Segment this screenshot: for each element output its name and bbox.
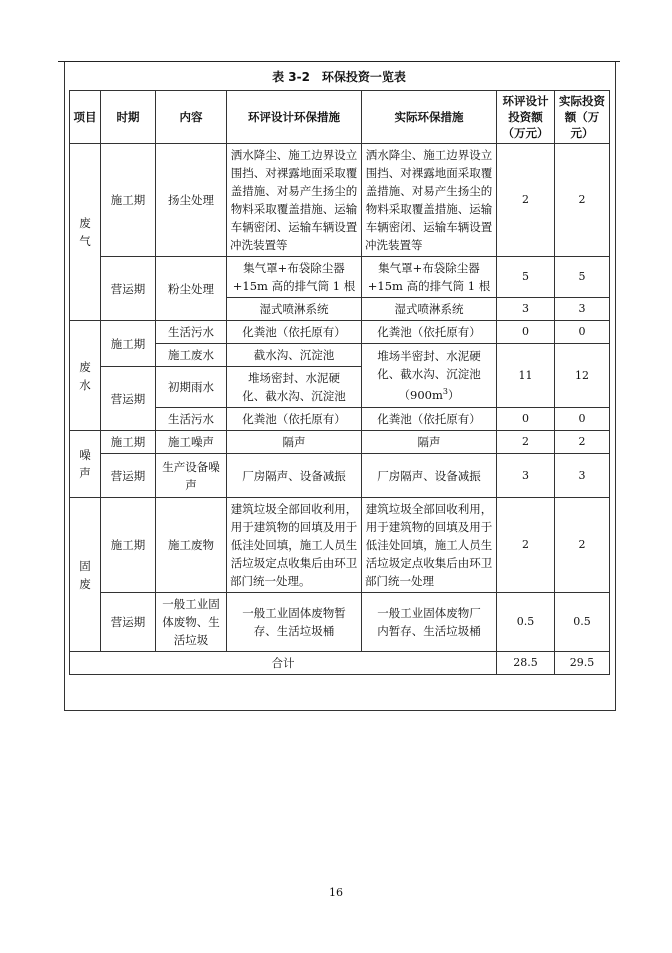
actual-measure-cell: 建筑垃圾全部回收利用，用于建筑物的回填及用于低洼处回填，施工人员生活垃圾定点收集后由环卫部门统一处理 bbox=[362, 498, 497, 593]
actual-measure-cell: 湿式喷淋系统 bbox=[362, 298, 497, 321]
actual-measure-cell: 化粪池（依托原有） bbox=[362, 321, 497, 344]
eia-invest-cell: 0 bbox=[497, 321, 555, 344]
category-gas: 废气 bbox=[70, 144, 101, 321]
table-row bbox=[70, 454, 610, 498]
total-actual-invest: 29.5 bbox=[555, 652, 610, 675]
eia-measure-cell: 截水沟、沉淀池 bbox=[227, 344, 362, 367]
actual-invest-cell: 3 bbox=[555, 454, 610, 498]
total-eia-invest: 28.5 bbox=[497, 652, 555, 675]
content-cell: 粉尘处理 bbox=[156, 257, 227, 321]
period-cell: 施工期 bbox=[101, 431, 156, 454]
eia-measure-cell: 集气罩+布袋除尘器+15m 高的排气筒 1 根 bbox=[227, 257, 362, 298]
table-row bbox=[70, 593, 610, 652]
actual-measure-cell: 隔声 bbox=[362, 431, 497, 454]
header-period: 时期 bbox=[101, 91, 156, 144]
actual-invest-cell: 12 bbox=[555, 344, 610, 408]
table-row bbox=[70, 498, 610, 593]
total-label: 合计 bbox=[70, 652, 497, 675]
category-water: 废水 bbox=[70, 321, 101, 431]
actual-measure-cell: 厂房隔声、设备减振 bbox=[362, 454, 497, 498]
eia-invest-cell: 3 bbox=[497, 298, 555, 321]
table-title: 表 3-2 环保投资一览表 bbox=[272, 70, 406, 84]
period-cell: 施工期 bbox=[101, 498, 156, 593]
eia-invest-cell: 2 bbox=[497, 498, 555, 593]
eia-invest-cell: 2 bbox=[497, 144, 555, 257]
actual-invest-cell: 2 bbox=[555, 144, 610, 257]
table-row bbox=[70, 144, 610, 257]
actual-measure-text: 堆场半密封、水泥硬化、截水沟、沉淀池（900m bbox=[377, 349, 481, 402]
actual-measure-cell: 集气罩+布袋除尘器+15m 高的排气筒 1 根 bbox=[362, 257, 497, 298]
content-cell: 扬尘处理 bbox=[156, 144, 227, 257]
eia-measure-cell: 化粪池（依托原有） bbox=[227, 408, 362, 431]
page-number: 16 bbox=[329, 886, 343, 899]
header-actual-measure: 实际环保措施 bbox=[362, 91, 497, 144]
actual-invest-cell: 0 bbox=[555, 321, 610, 344]
eia-measure-cell: 堆场密封、水泥硬化、截水沟、沉淀池 bbox=[227, 367, 362, 408]
eia-measure-cell: 建筑垃圾全部回收利用，用于建筑物的回填及用于低洼处回填，施工人员生活垃圾定点收集后由环卫部门统一处理。 bbox=[227, 498, 362, 593]
header-eia-invest: 环评设计投资额（万元） bbox=[497, 91, 555, 144]
content-cell: 生活污水 bbox=[156, 408, 227, 431]
eia-invest-cell: 11 bbox=[497, 344, 555, 408]
content-cell: 初期雨水 bbox=[156, 367, 227, 408]
content-cell: 一般工业固体废物、生活垃圾 bbox=[156, 593, 227, 652]
category-solid: 固废 bbox=[70, 498, 101, 652]
actual-measure-cell: 洒水降尘、施工边界设立围挡、对裸露地面采取覆盖措施、对易产生扬尘的物料采取覆盖措施、运输车辆密闭、运输车辆设置冲洗装置等 bbox=[362, 144, 497, 257]
table-row bbox=[70, 257, 610, 298]
period-cell: 施工期 bbox=[101, 321, 156, 367]
table-row bbox=[70, 321, 610, 344]
content-cell: 施工废水 bbox=[156, 344, 227, 367]
eia-measure-cell: 一般工业固体废物暂存、生活垃圾桶 bbox=[227, 593, 362, 652]
content-cell: 施工废物 bbox=[156, 498, 227, 593]
content-cell: 生产设备噪声 bbox=[156, 454, 227, 498]
actual-measure-cell bbox=[362, 344, 497, 408]
actual-measure-cell: 化粪池（依托原有） bbox=[362, 408, 497, 431]
eia-invest-cell: 0.5 bbox=[497, 593, 555, 652]
eia-measure-cell: 隔声 bbox=[227, 431, 362, 454]
period-cell: 营运期 bbox=[101, 593, 156, 652]
eia-measure-cell: 厂房隔声、设备减振 bbox=[227, 454, 362, 498]
eia-measure-cell: 洒水降尘、施工边界设立围挡、对裸露地面采取覆盖措施、对易产生扬尘的物料采取覆盖措施、运输车辆密闭、运输车辆设置冲洗装置等 bbox=[227, 144, 362, 257]
actual-measure-text-end: ） bbox=[447, 387, 460, 402]
eia-invest-cell: 3 bbox=[497, 454, 555, 498]
eia-measure-cell: 化粪池（依托原有） bbox=[227, 321, 362, 344]
table-row bbox=[70, 431, 610, 454]
period-cell: 营运期 bbox=[101, 257, 156, 321]
content-cell: 施工噪声 bbox=[156, 431, 227, 454]
category-noise: 噪声 bbox=[70, 431, 101, 498]
actual-invest-cell: 2 bbox=[555, 498, 610, 593]
actual-invest-cell: 3 bbox=[555, 298, 610, 321]
total-row bbox=[70, 652, 610, 675]
actual-invest-cell: 2 bbox=[555, 431, 610, 454]
period-cell: 营运期 bbox=[101, 454, 156, 498]
eia-invest-cell: 0 bbox=[497, 408, 555, 431]
content-cell: 生活污水 bbox=[156, 321, 227, 344]
header-content: 内容 bbox=[156, 91, 227, 144]
header-eia-measure: 环评设计环保措施 bbox=[227, 91, 362, 144]
header-item: 项目 bbox=[70, 91, 101, 144]
eia-invest-cell: 5 bbox=[497, 257, 555, 298]
actual-invest-cell: 0 bbox=[555, 408, 610, 431]
actual-invest-cell: 0.5 bbox=[555, 593, 610, 652]
period-cell: 营运期 bbox=[101, 367, 156, 431]
header-row bbox=[70, 91, 610, 144]
eia-invest-cell: 2 bbox=[497, 431, 555, 454]
investment-table bbox=[69, 90, 610, 675]
superscript-three: 3 bbox=[442, 387, 448, 397]
header-actual-invest: 实际投资额（万元） bbox=[555, 91, 610, 144]
actual-measure-cell: 一般工业固体废物厂内暂存、生活垃圾桶 bbox=[362, 593, 497, 652]
actual-invest-cell: 5 bbox=[555, 257, 610, 298]
eia-measure-cell: 湿式喷淋系统 bbox=[227, 298, 362, 321]
period-cell: 施工期 bbox=[101, 144, 156, 257]
